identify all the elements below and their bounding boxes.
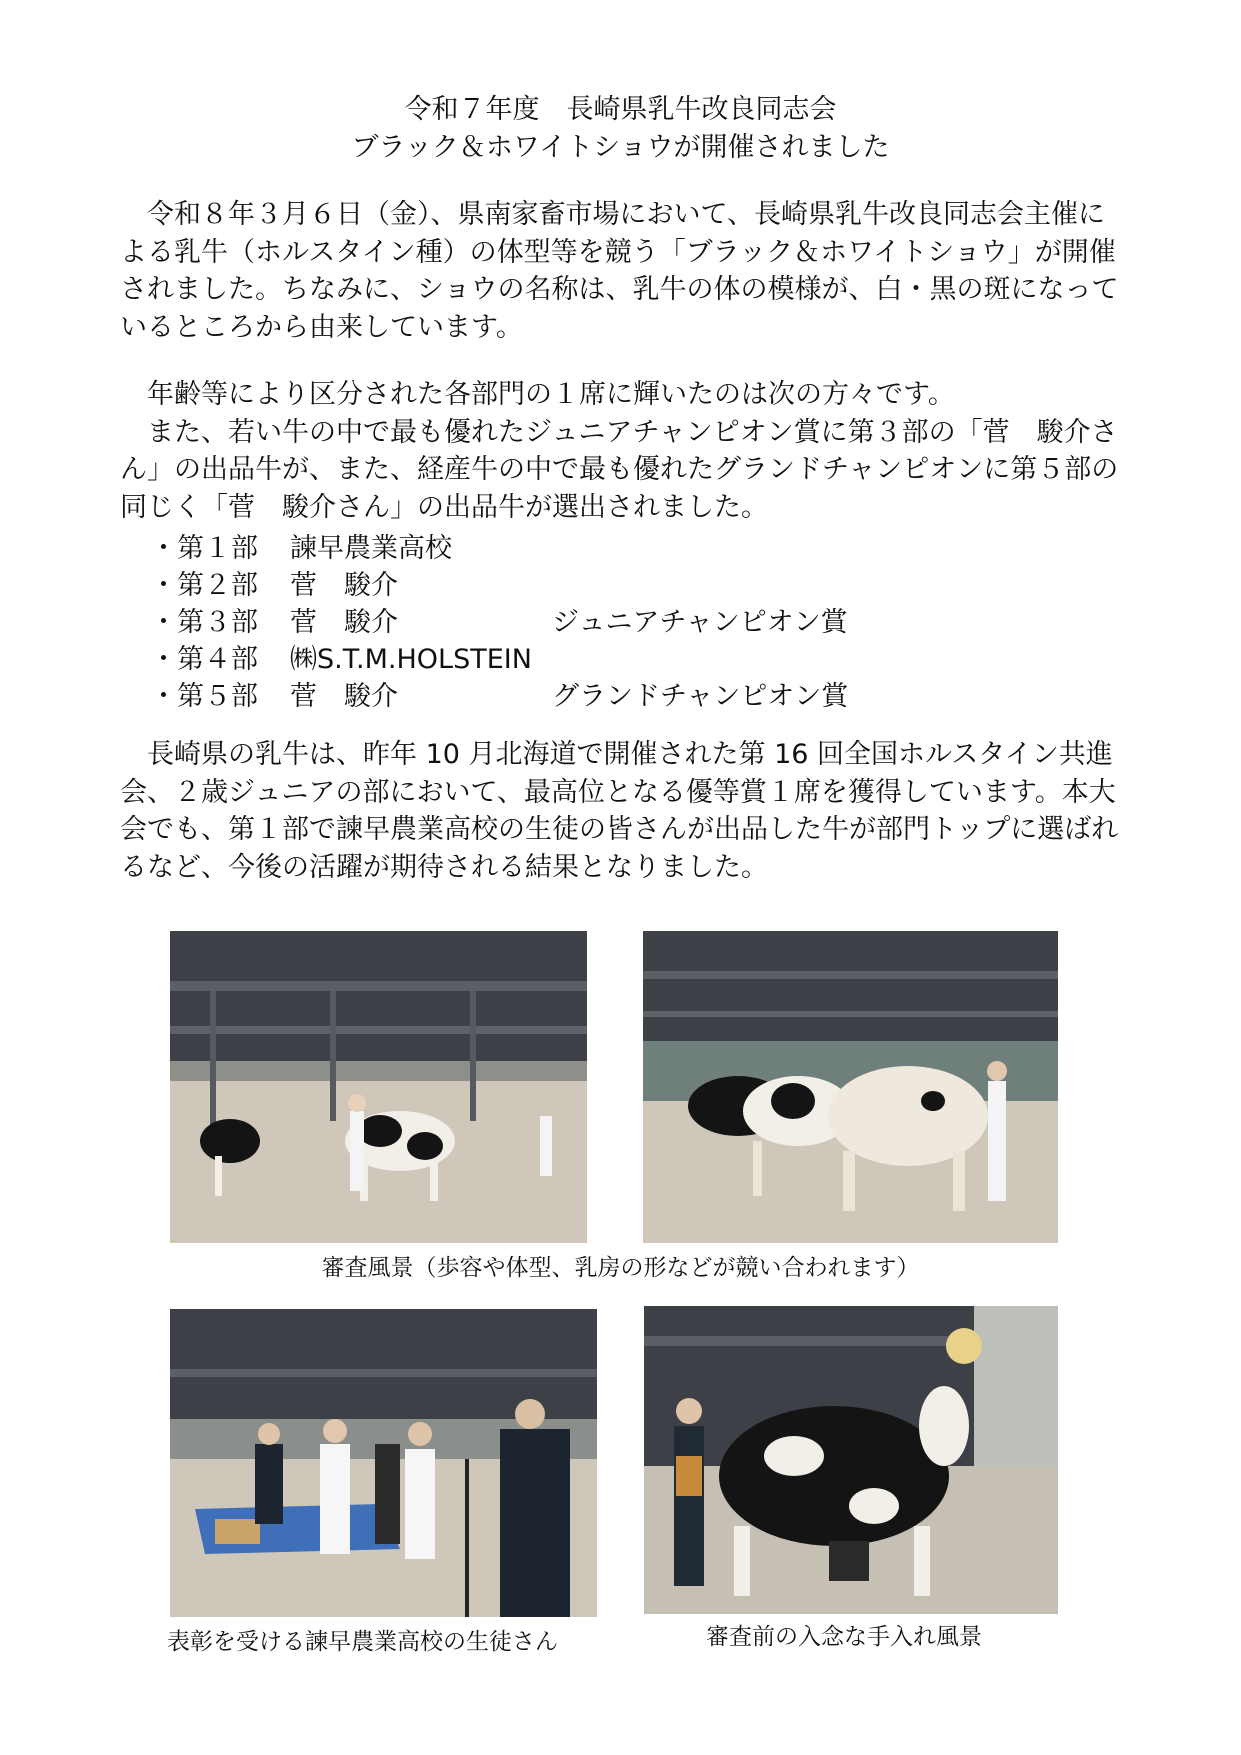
result-award: ジュニアチャンピオン賞 [552, 607, 848, 638]
list-item [150, 604, 848, 641]
page-title-line-1: 令和７年度 長崎県乳牛改良同志会 [404, 94, 837, 125]
intro-paragraph: 令和８年３月６日（金）、県南家畜市場において、長崎県乳牛改良同志会主催による乳牛（ホルスタイン種）の体型等を競う「ブラック＆ホワイトショウ」が開催されました。ちなみに、ショウの名称は、乳牛の体の模様が、白・黒の斑になっているところから由来しています。 [120, 199, 1119, 343]
result-name: 諫早農業高校 [290, 533, 452, 564]
result-name: 菅 駿介 [290, 681, 398, 712]
result-dept: ・第５部 [150, 681, 258, 712]
grooming-photo [644, 1306, 1058, 1614]
list-item [150, 567, 848, 604]
award-caption: 表彰を受ける諫早農業高校の生徒さん [167, 1629, 558, 1655]
result-name: ㈱S.T.M.HOLSTEIN [290, 644, 532, 675]
result-award: グランドチャンピオン賞 [552, 681, 849, 712]
winners-intro: 年齢等により区分された各部門の１席に輝いたのは次の方々です。 [120, 379, 955, 410]
result-dept: ・第２部 [150, 570, 258, 601]
result-name: 菅 駿介 [290, 570, 398, 601]
list-item [150, 678, 848, 715]
list-item [150, 530, 848, 567]
results-list [150, 530, 848, 715]
grooming-caption: 審査前の入念な手入れ風景 [706, 1624, 982, 1650]
judging-photo-1 [170, 931, 587, 1243]
result-name: 菅 駿介 [290, 607, 398, 638]
closing-paragraph: 長崎県の乳牛は、昨年 10 月北海道で開催された第 16 回全国ホルスタイン共進会、２歳ジュニアの部において、最高位となる優等賞１席を獲得しています。本大会でも、第１部で諫早農業高校の生徒の皆さんが出品した牛が部門トップに選ばれるなど、今後の活躍が期待される結果となりました。 [120, 739, 1119, 883]
result-dept: ・第４部 [150, 644, 258, 675]
judging-caption: 審査風景（歩容や体型、乳房の形などが競い合われます） [321, 1255, 920, 1281]
result-dept: ・第３部 [150, 607, 258, 638]
winners-section [120, 376, 1125, 526]
result-dept: ・第１部 [150, 533, 258, 564]
page-title-line-2: ブラック＆ホワイトショウが開催されました [351, 132, 890, 163]
award-photo [170, 1309, 597, 1617]
champions-paragraph: また、若い牛の中で最も優れたジュニアチャンピオン賞に第３部の「菅 駿介さん」の出品牛が、また、経産牛の中で最も優れたグランドチャンピオンに第５部の同じく「菅 駿介さん」の出品牛が選出されました。 [120, 416, 1119, 523]
list-item [150, 641, 848, 678]
judging-photo-2 [643, 931, 1058, 1243]
